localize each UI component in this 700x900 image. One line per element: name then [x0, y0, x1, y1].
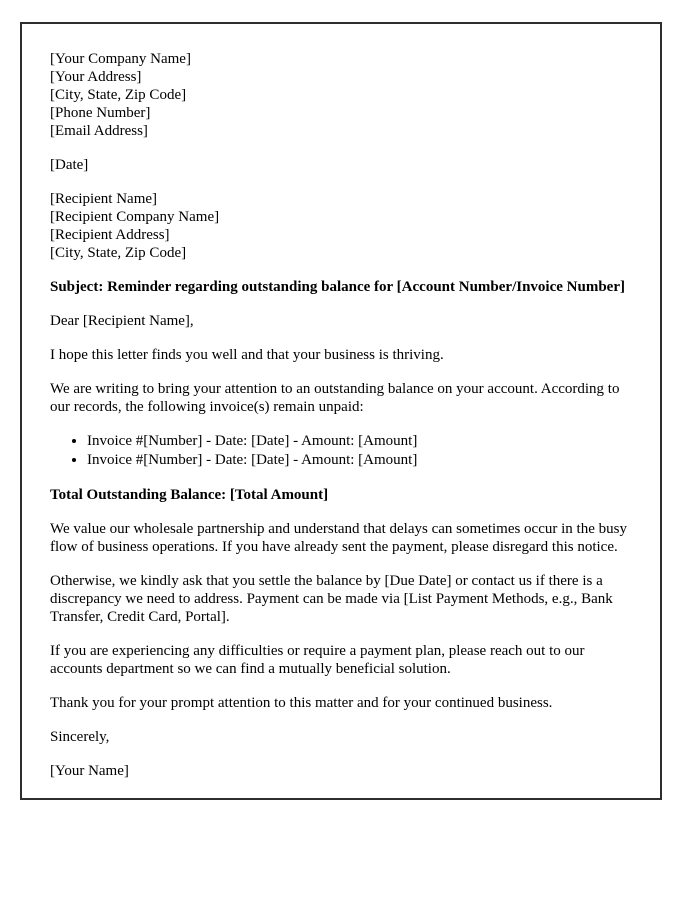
sender-phone: [Phone Number] [50, 105, 151, 121]
signature-name: [Your Name] [50, 763, 129, 779]
total-balance-line: Total Outstanding Balance: [Total Amount] [50, 487, 329, 503]
sender-company-name: [Your Company Name] [50, 51, 191, 67]
sender-city-state-zip: [City, State, Zip Code] [50, 87, 187, 103]
recipient-address: [Recipient Address] [50, 227, 170, 243]
opening-paragraph: I hope this letter finds you well and that your business is thriving. [50, 347, 444, 363]
salutation: Dear [Recipient Name], [50, 313, 194, 329]
sender-address: [Your Address] [50, 69, 142, 85]
thanks-paragraph: Thank you for your prompt attention to this matter and for your continued business. [50, 695, 553, 711]
sender-address-block [50, 50, 632, 140]
settlement-paragraph: Otherwise, we kindly ask that you settle the balance by [Due Date] or contact us if there is a discrepancy we need to address. Payment can be made via [List Payment Methods, e.g., Bank Transfer, Credit Card, Portal]. [50, 573, 613, 625]
recipient-address-block [50, 190, 632, 262]
invoice-list [50, 432, 632, 470]
recipient-name: [Recipient Name] [50, 191, 158, 207]
recipient-city-state-zip: [City, State, Zip Code] [50, 245, 187, 261]
sender-email: [Email Address] [50, 123, 148, 139]
payment-plan-paragraph: If you are experiencing any difficulties or require a payment plan, please reach out to our accounts department so we can find a mutually beneficial solution. [50, 643, 585, 677]
date-line: [Date] [50, 157, 89, 173]
balance-paragraph: We are writing to bring your attention to an outstanding balance on your account. According to our records, the following invoice(s) remain unpaid: [50, 381, 620, 415]
invoice-item: • Invoice #[Number] - Date: [Date] - Amount: [Amount] [87, 451, 632, 470]
recipient-company-name: [Recipient Company Name] [50, 209, 220, 225]
invoice-item: • Invoice #[Number] - Date: [Date] - Amount: [Amount] [87, 432, 632, 451]
subject-line: Subject: Reminder regarding outstanding balance for [Account Number/Invoice Number] [50, 279, 625, 295]
partnership-paragraph: We value our wholesale partnership and understand that delays can sometimes occur in the busy flow of business operations. If you have already sent the payment, please disregard this notice. [50, 521, 627, 555]
closing: Sincerely, [50, 729, 110, 745]
letter-page [20, 22, 662, 800]
